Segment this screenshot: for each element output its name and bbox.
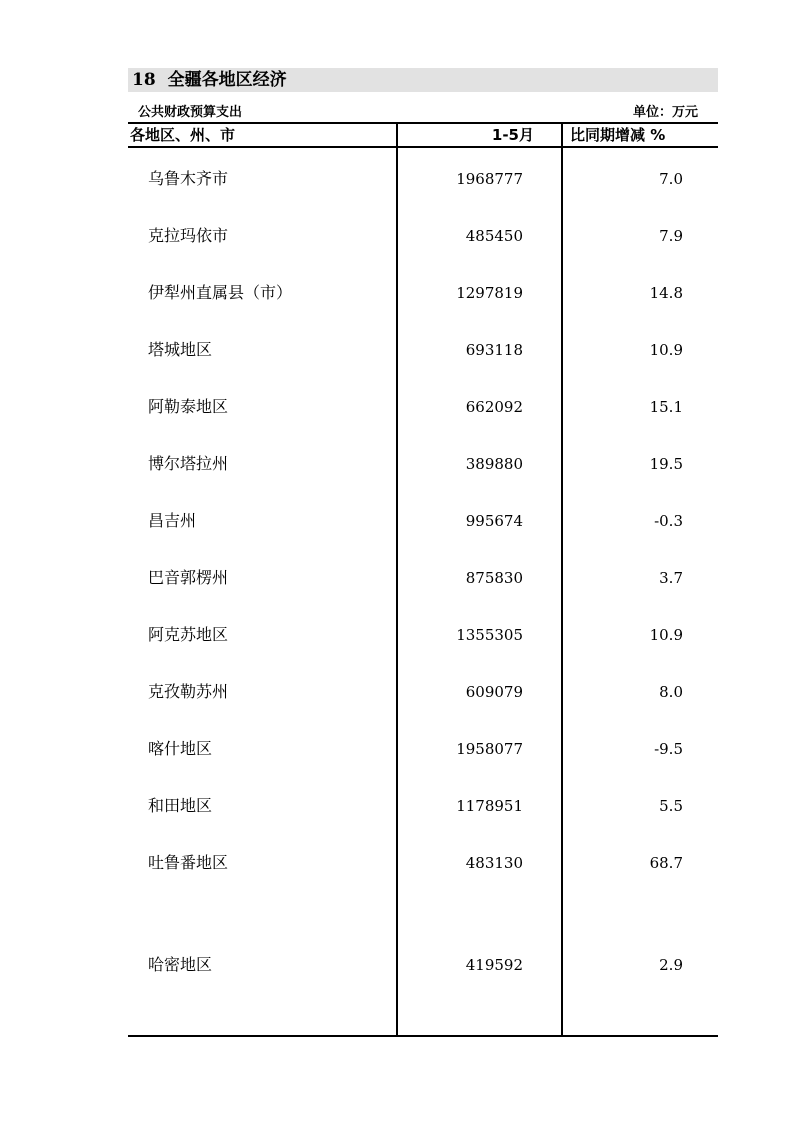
period-value: 1297819 [456,284,523,302]
table-row [128,450,718,478]
section-title: 全疆各地区经济 [167,70,287,90]
region-name: 博尔塔拉州 [148,454,229,473]
change-percent: 5.5 [659,797,683,815]
region-name: 昌吉州 [148,511,197,530]
table-row [128,951,718,979]
change-percent: 7.9 [659,227,683,245]
table-row [128,792,718,820]
table-header-rule [128,146,718,148]
region-name: 伊犁州直属县（市） [148,283,293,302]
change-percent: 10.9 [649,341,683,359]
table-row [128,279,718,307]
region-name: 哈密地区 [148,955,213,974]
period-value: 483130 [465,854,523,872]
table-row [128,564,718,592]
region-name: 克孜勒苏州 [148,682,229,701]
region-name: 克拉玛依市 [148,226,229,245]
change-percent: 7.0 [659,170,683,188]
period-value: 995674 [465,512,523,530]
change-percent: 10.9 [649,626,683,644]
table-row [128,393,718,421]
change-percent: 2.9 [659,956,683,974]
table-row [128,735,718,763]
section-title-bar [128,68,718,92]
period-value: 609079 [465,683,523,701]
change-percent: 14.8 [649,284,683,302]
table-row [128,849,718,877]
change-percent: 68.7 [649,854,683,872]
table-row [128,621,718,649]
column-header-change: 比同期增减 % [570,126,666,144]
change-percent: 3.7 [659,569,683,587]
change-percent: 8.0 [659,683,683,701]
period-value: 875830 [465,569,523,587]
region-name: 和田地区 [148,796,213,815]
change-percent: -9.5 [654,740,683,758]
change-percent: 15.1 [649,398,683,416]
table-subtitle: 公共财政预算支出 [138,105,243,120]
period-value: 662092 [465,398,523,416]
table-caption-row [128,104,718,122]
region-name: 塔城地区 [148,340,213,359]
section-number: 18 [132,70,156,90]
table-row [128,165,718,193]
region-name: 吐鲁番地区 [148,853,229,872]
region-name: 喀什地区 [148,739,213,758]
period-value: 693118 [465,341,523,359]
period-value: 419592 [465,956,523,974]
table-row [128,678,718,706]
period-value: 485450 [465,227,523,245]
region-name: 阿勒泰地区 [148,397,229,416]
period-value: 1355305 [456,626,523,644]
region-name: 巴音郭楞州 [148,568,229,587]
period-value: 1178951 [456,797,523,815]
table-bottom-rule [128,1035,718,1037]
table-row [128,222,718,250]
table-row [128,507,718,535]
column-header-period: 1-5月 [491,126,534,144]
change-percent: 19.5 [649,455,683,473]
unit-label: 单位：万元 [632,105,698,120]
table-row [128,336,718,364]
region-name: 阿克苏地区 [148,625,229,644]
period-value: 389880 [465,455,523,473]
region-name: 乌鲁木齐市 [148,169,229,188]
change-percent: -0.3 [654,512,683,530]
period-value: 1958077 [456,740,523,758]
period-value: 1968777 [456,170,523,188]
column-header-region: 各地区、州、市 [130,126,236,144]
